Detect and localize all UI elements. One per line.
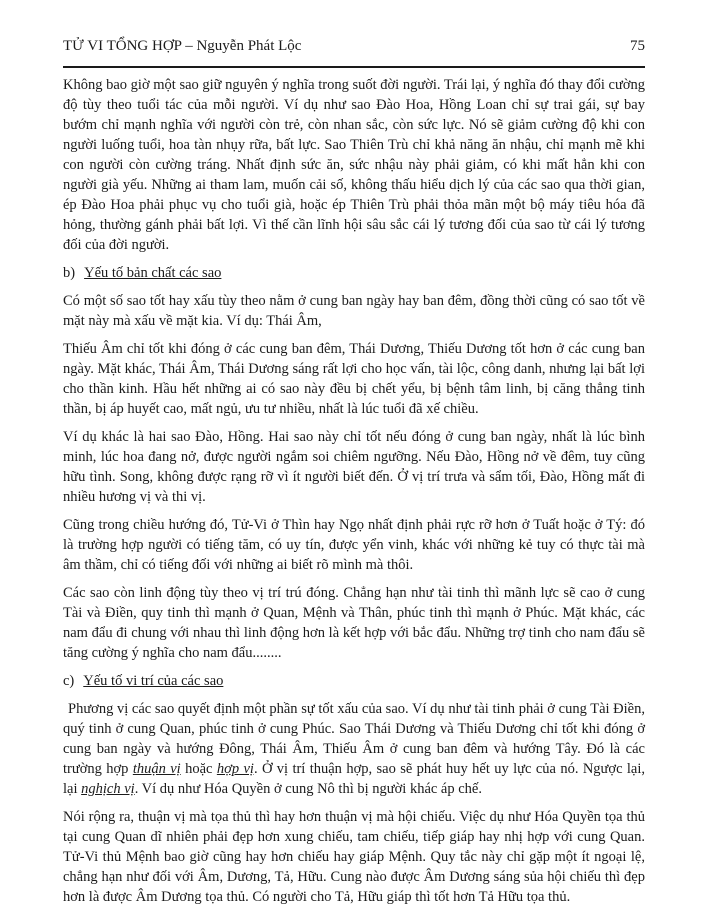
paragraph: Có một số sao tốt hay xấu tùy theo nằm ở cung ban ngày hay ban đêm, đồng thời cũng có sao tốt về mặt này mà xấu về mặt kia. Ví dụ: Thái Âm, [63,293,645,329]
paragraph: Cũng trong chiều hướng đó, Tử-Vi ở Thìn hay Ngọ nhất định phải rực rỡ hơn ở Tuất hoặc ở Tý: đó là trường hợp người có tiếng tăm, có uy tín, được yển vinh, khác với những kẻ tuy có thực tài mà âm thầm, chỉ có tiếng đối với những ai biết rõ mình mà thôi. [63,517,645,573]
section-title: Yếu tố vi trí của các sao [83,673,224,689]
section-marker: c) [63,673,75,689]
paragraph: Phương vị các sao quyết định một phần sự tốt xấu của sao. Ví dụ như tài tinh phải ở cung Tài Điền, quý tinh ở cung Quan, phúc tinh ở cung Phúc. Sao Thái Dương và Thiếu Dương chỉ tốt khi đóng ở cung ban ngày và hướng Đông, Thái Âm, Thiếu Âm ở cung ban đêm và hướng Tây. Đó là các trường hợp thuận vị hoặc hợp vị. Ở vị trí thuận hợp, sao sẽ phát huy hết uy lực của nó. Ngược lại, lại nghịch vị. Ví dụ như Hóa Quyền ở cung Nô thì bị người khác áp chế. [63,701,646,797]
section-marker: b) [63,265,76,281]
page-number: 75 [630,38,645,54]
paragraph: Các sao còn linh động tùy theo vị trí trú đóng. Chẳng hạn như tài tinh thì mãnh lực sẽ cao ở cung Tài và Điền, quy tinh thì mạnh ở Quan, Mệnh và Thân, phúc tinh thì mạnh ở Phúc. Mặt khác, các nam đẩu đi chung với nhau thì linh động hơn là kết hợp với bắc đẩu. Những trợ tinh cho nam đẩu sẽ tăng cường ý nghĩa cho nam đẩu........ [63,585,645,661]
section-heading [63,671,645,691]
header-rule [63,66,645,68]
emphasized-term: nghịch vị [81,781,135,797]
page-header [63,38,645,55]
section-title: Yếu tố bản chất các sao [84,265,222,281]
paragraph: Không bao giờ một sao giữ nguyên ý nghĩa trong suốt đời người. Trái lại, ý nghĩa đó thay đổi cường độ tùy theo tuổi tác của mỗi người. Ví dụ như sao Đào Hoa, Hồng Loan chỉ sự trai gái, sự bay bướm chỉ mạnh nghĩa với người còn trẻ, còn nhan sắc, còn sức lực. Nó sẽ giảm cường độ khi con người luống tuổi, hoa tàn nhụy rữa, bất lực. Sao Thiên Trù chỉ khả năng ăn nhậu, chỉ mạnh mẽ khi con người còn cường tráng. Nhất định sức ăn, sức nhậu này phải giảm, có khi mất hẳn khi con người già yếu. Những ai tham lam, muốn cải số, không thấu hiểu dịch lý của các sao qua thời gian, ép Đào Hoa phải phục vụ cho tuổi già, hoặc ép Thiên Trù phải thỏa mãn một bộ máy tiêu hóa đã hỏng, thường gánh phải bất lợi. Vì thế cần lĩnh hội sâu sắc cái lý tương đối của sao từ cái lý tương đối của đời người. [63,77,645,253]
paragraph: Nói rộng ra, thuận vị mà tọa thủ thì hay hơn thuận vị mà hội chiếu. Việc dụ như Hóa Quyền tọa thủ tại cung Quan dĩ nhiên phải đẹp hơn xung chiếu, tam chiếu, tiếp giáp hay nhị hợp với cung Quan. Tử-Vi thủ Mệnh bao giờ cũng hay hơn chiếu hay giáp Mệnh. Quy tắc này chỉ gặp một ít ngoại lệ, chẳng hạn như đối với Âm, Dương, Tả, Hữu. Cung nào được Âm Dương sáng sủa hội chiếu thì đẹp hơn là được Âm Dương tọa thủ. Có người cho Tả, Hữu giáp thì tốt hơn Tả Hữu tọa thủ. [63,809,645,905]
paragraph: Ví dụ khác là hai sao Đào, Hồng. Hai sao này chỉ tốt nếu đóng ở cung ban ngày, nhất là lúc bình minh, lúc hoa đang nở, được người ngắm soi chiêm ngưỡng. Nếu Đào, Hồng nở về đêm, tuy cũng hữu tình. Song, không được rạng rỡ vì ít người biết đến. Ở vị trí trưa và sẩm tối, Đào, Hồng mất đi nhiều hương vị và thi vị. [63,429,645,505]
section-heading [63,263,645,283]
emphasized-term: thuận vị [132,761,181,777]
running-title: TỬ VI TỔNG HỢP – Nguyễn Phát Lộc [63,38,302,54]
page-body [63,75,645,907]
emphasized-term: hợp vị [216,761,254,777]
paragraph: Thiếu Âm chỉ tốt khi đóng ở các cung ban đêm, Thái Dương, Thiếu Dương tốt hơn ở các cung ban ngày. Mặt khác, Thái Âm, Thái Dương sáng rất lợi cho học vấn, tài lộc, công danh, nhưng lại bất lợi cho thần kinh. Hầu hết những ai có sao này đều bị chết yểu, bị bệnh tâm linh, bị căng thẳng tinh thần, bị áp huyết cao, mất ngủ, ưu tư nhiều, nhất là lúc tuổi đã xế chiều. [63,341,645,417]
